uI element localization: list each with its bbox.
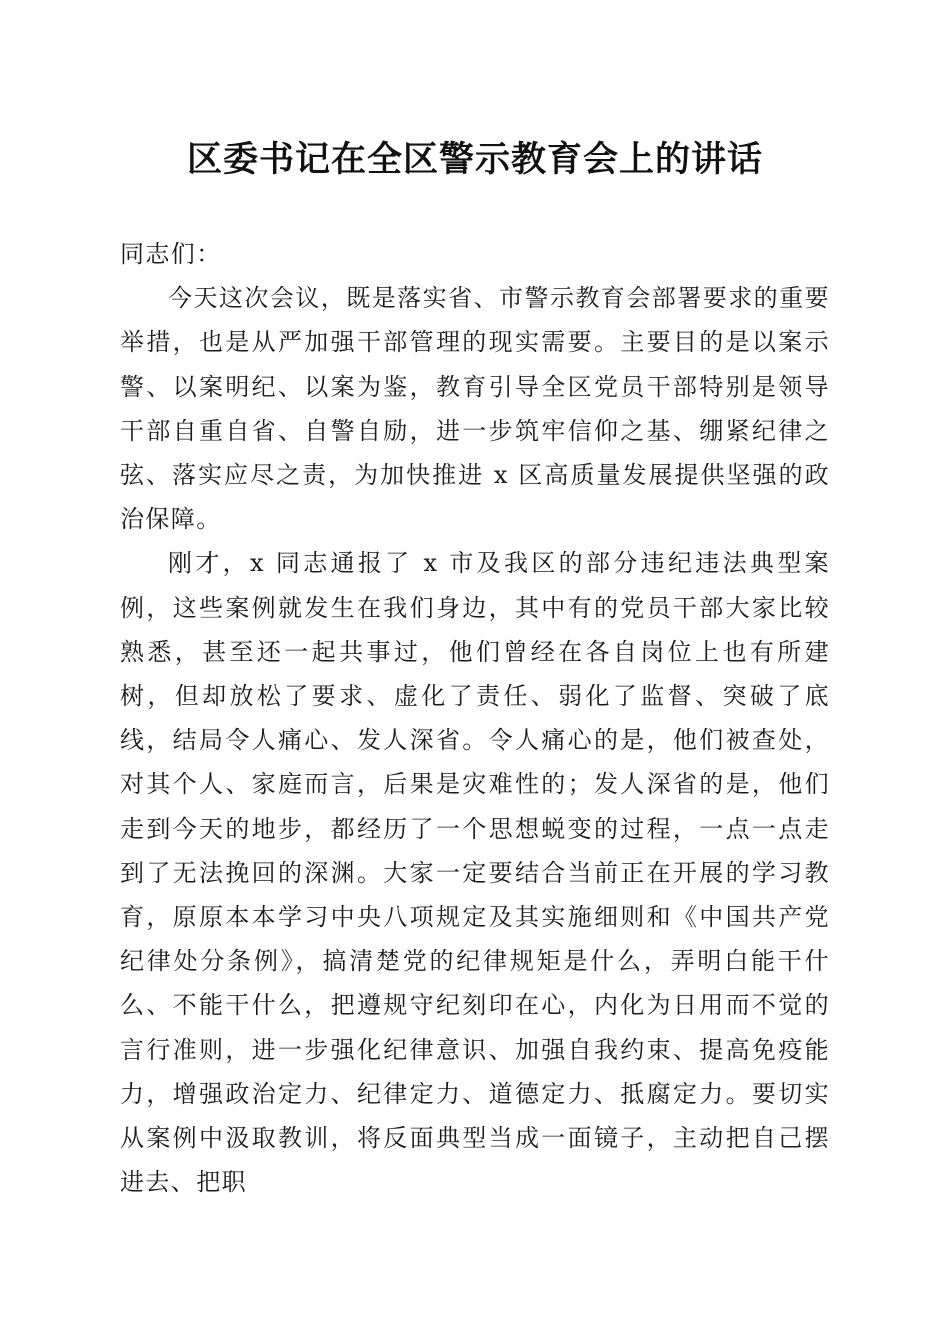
document-title: 区委书记在全区警示教育会上的讲话 bbox=[186, 139, 763, 180]
paragraph-2: 刚才，x 同志通报了 x 市及我区的部分违纪违法典型案例，这些案例就发生在我们身边，其中有的党员干部大家比较熟悉，甚至还一起共事过，他们曾经在各自岗位上也有所建树，但却放松了要求、虚化了责任、弱化了监督、突破了底线，结局令人痛心、发人深省。令人痛心的是，他们被查处，对其个人、家庭而言，后果是灾难性的；发人深省的是，他们走到今天的地步，都经历了一个思想蜕变的过程，一点一点走到了无法挽回的深渊。大家一定要结合当前正在开展的学习教育，原原本本学习中央八项规定及其实施细则和《中国共产党纪律处分条例》，搞清楚党的纪律规矩是什么，弄明白能干什么、不能干什么，把遵规守纪刻印在心，内化为日用而不觉的言行准则，进一步强化纪律意识、加强自我约束、提高免疫能力，增强政治定力、纪律定力、道德定力、抵腐定力。要切实从案例中汲取教训，将反面典型当成一面镜子，主动把自己摆进去、把职 bbox=[120, 549, 830, 1197]
paragraph-1: 今天这次会议，既是落实省、市警示教育会部署要求的重要举措，也是从严加强干部管理的现实需要。主要目的是以案示警、以案明纪、以案为鉴，教育引导全区党员干部特别是领导干部自重自省、自警自励，进一步筑牢信仰之基、绷紧纪律之弦、落实应尽之责，为加快推进 x 区高质量发展提供坚强的政治保障。 bbox=[120, 284, 830, 534]
salutation: 同志们： bbox=[120, 240, 222, 268]
document-body bbox=[120, 232, 830, 1204]
